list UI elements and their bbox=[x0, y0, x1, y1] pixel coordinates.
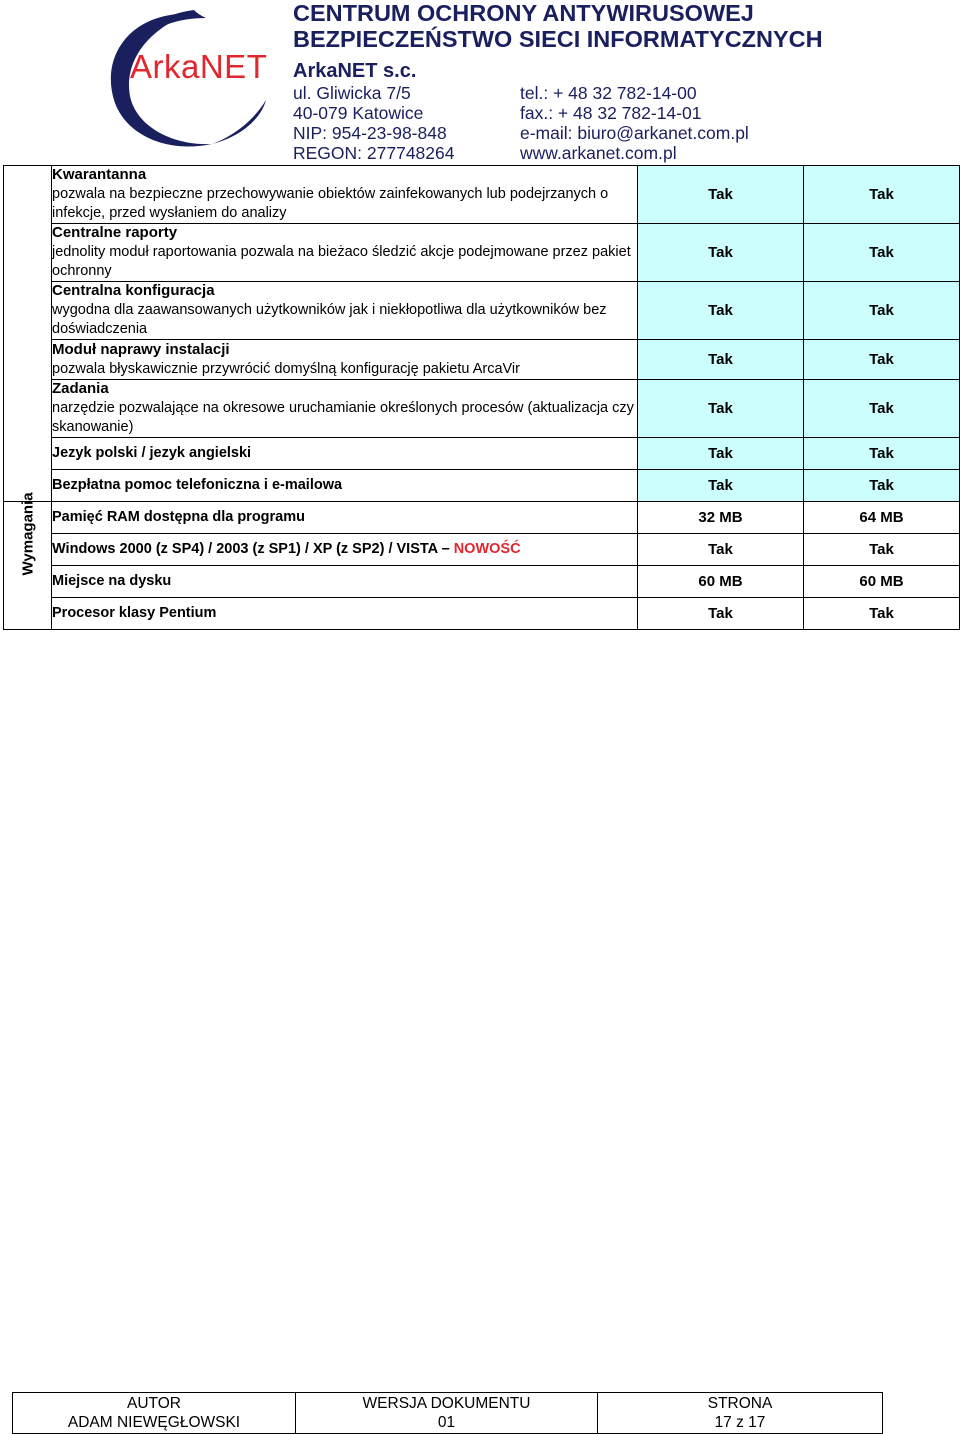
company-city: 40-079 Katowice bbox=[293, 103, 424, 123]
table-row bbox=[4, 470, 960, 502]
requirements-label-cell bbox=[4, 492, 52, 630]
footer-version: 01 bbox=[437, 1414, 456, 1431]
requirement-value: Tak bbox=[804, 534, 960, 566]
footer-author-cell bbox=[13, 1393, 296, 1434]
feature-title: Centralne raporty bbox=[52, 224, 178, 242]
requirement-label: Miejsce na dysku bbox=[52, 566, 638, 598]
value-cell: Tak bbox=[804, 380, 960, 438]
requirements-label: Wymagania bbox=[19, 492, 36, 576]
feature-cell bbox=[52, 282, 638, 340]
requirement-value: Tak bbox=[638, 534, 804, 566]
feature-cell bbox=[52, 166, 638, 224]
company-email: e-mail: biuro@arkanet.com.pl bbox=[520, 123, 749, 143]
value-cell: Tak bbox=[638, 282, 804, 340]
feature-title: Bezpłatna pomoc telefoniczna i e-mailowa bbox=[52, 470, 638, 502]
company-tel: tel.: + 48 32 782-14-00 bbox=[520, 83, 697, 103]
table-row bbox=[4, 282, 960, 340]
feature-cell bbox=[52, 380, 638, 438]
header-line-1: CENTRUM OCHRONY ANTYWIRUSOWEJ bbox=[293, 0, 754, 26]
feature-cell bbox=[52, 224, 638, 282]
table-row bbox=[4, 380, 960, 438]
value-cell: Tak bbox=[804, 224, 960, 282]
table-row bbox=[4, 566, 960, 598]
table-row bbox=[4, 598, 960, 630]
feature-title: Moduł naprawy instalacji bbox=[52, 340, 230, 358]
value-cell: Tak bbox=[638, 380, 804, 438]
feature-title: Centralna konfiguracja bbox=[52, 282, 215, 300]
company-fax: fax.: + 48 32 782-14-01 bbox=[520, 103, 702, 123]
new-badge: NOWOŚĆ bbox=[453, 541, 521, 558]
value-cell: Tak bbox=[804, 282, 960, 340]
requirement-value: 64 MB bbox=[804, 502, 960, 534]
side-cell-empty bbox=[4, 166, 52, 502]
value-cell: Tak bbox=[804, 340, 960, 380]
table-row bbox=[4, 340, 960, 380]
table-row bbox=[4, 502, 960, 534]
footer-author: ADAM NIEWĘGŁOWSKI bbox=[67, 1414, 241, 1431]
table-row bbox=[4, 224, 960, 282]
requirement-value: 60 MB bbox=[804, 566, 960, 598]
feature-description: wygodna dla zaawansowanych użytkowników jak i niekłopotliwa dla użytkowników bez doświadczenia bbox=[52, 302, 607, 337]
feature-cell bbox=[52, 340, 638, 380]
table-row bbox=[4, 438, 960, 470]
requirement-cell bbox=[52, 534, 638, 566]
footer-page: 17 z 17 bbox=[714, 1414, 766, 1431]
requirement-value: 60 MB bbox=[638, 566, 804, 598]
footer-page-label: STRONA bbox=[707, 1395, 773, 1412]
feature-description: narzędzie pozwalające na okresowe uruchamianie określonych procesów (aktualizacja czy skanowanie) bbox=[52, 400, 634, 435]
footer-page-cell bbox=[598, 1393, 883, 1434]
feature-title: Kwarantanna bbox=[52, 166, 147, 184]
feature-description: jednolity moduł raportowania pozwala na bieżaco śledzić akcje podejmowane przez pakiet ochronny bbox=[52, 244, 631, 279]
value-cell: Tak bbox=[638, 438, 804, 470]
value-cell: Tak bbox=[804, 166, 960, 224]
document-footer bbox=[12, 1392, 883, 1434]
requirement-label: Pamięć RAM dostępna dla programu bbox=[52, 502, 638, 534]
value-cell: Tak bbox=[638, 470, 804, 502]
requirement-value: 32 MB bbox=[638, 502, 804, 534]
value-cell: Tak bbox=[638, 166, 804, 224]
footer-author-label: AUTOR bbox=[127, 1395, 181, 1412]
feature-title: Jezyk polski / jezyk angielski bbox=[52, 438, 638, 470]
footer-version-cell bbox=[296, 1393, 598, 1434]
value-cell: Tak bbox=[638, 340, 804, 380]
value-cell: Tak bbox=[804, 438, 960, 470]
requirement-label: Procesor klasy Pentium bbox=[52, 598, 638, 630]
requirement-value: Tak bbox=[638, 598, 804, 630]
table-row bbox=[4, 166, 960, 224]
logo-wordmark: ArkaNET bbox=[130, 48, 268, 85]
company-nip: NIP: 954-23-98-848 bbox=[293, 123, 447, 143]
header-line-2: BEZPIECZEŃSTWO SIECI INFORMATYCZNYCH bbox=[293, 26, 823, 52]
feature-description: pozwala błyskawicznie przywrócić domyślną konfigurację pakietu ArcaVir bbox=[52, 360, 520, 377]
value-cell: Tak bbox=[638, 224, 804, 282]
feature-description: pozwala na bezpieczne przechowywanie obiektów zainfekowanych lub podejrzanych o infekcje, przed wysłaniem do analizy bbox=[52, 186, 609, 221]
company-address: ul. Gliwicka 7/5 bbox=[293, 83, 411, 103]
feature-table bbox=[3, 165, 960, 630]
feature-title: Zadania bbox=[52, 380, 109, 398]
footer-version-label: WERSJA DOKUMENTU bbox=[362, 1395, 531, 1412]
value-cell: Tak bbox=[804, 470, 960, 502]
requirement-label: Windows 2000 (z SP4) / 2003 (z SP1) / XP (z SP2) / VISTA – bbox=[52, 541, 454, 558]
company-name: ArkaNET s.c. bbox=[293, 60, 417, 82]
company-regon: REGON: 277748264 bbox=[293, 143, 455, 163]
company-website: www.arkanet.com.pl bbox=[520, 143, 677, 163]
requirement-value: Tak bbox=[804, 598, 960, 630]
table-row bbox=[4, 534, 960, 566]
